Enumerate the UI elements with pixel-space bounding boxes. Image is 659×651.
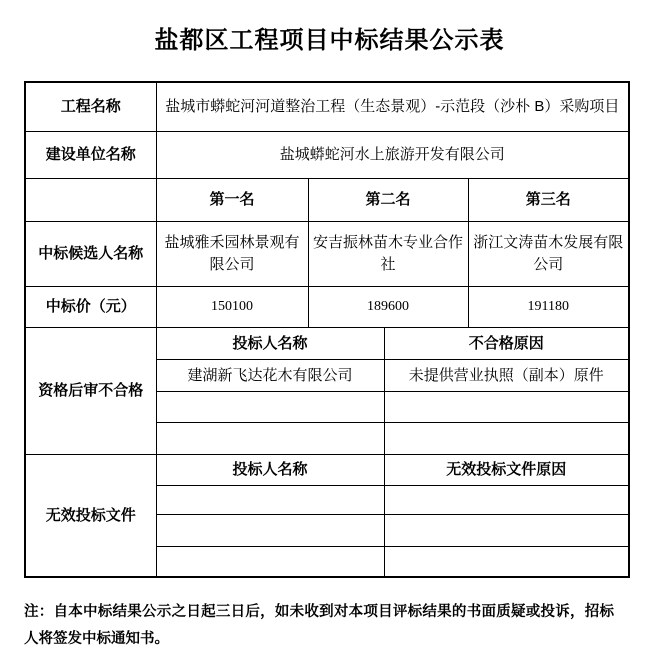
project-name-value: 盐城市蟒蛇河河道整治工程（生态景观）-示范段（沙朴 B）采购项目 [156,82,629,131]
rank-header-row [25,178,629,221]
unqualified-reason-cell [384,391,629,422]
rank-header-spacer [25,178,156,221]
candidates-row [25,221,629,286]
project-name-label: 工程名称 [25,82,156,131]
note-text: 注：自本中标结果公示之日起三日后，如未收到对本项目评标结果的书面质疑或投诉，招标人将签发中标通知书。 [24,604,614,648]
unqualified-section-label: 资格后审不合格 [25,327,156,454]
rank-header-second: 第二名 [308,178,468,221]
unqualified-bidder-cell [156,391,384,422]
price-row [25,286,629,327]
invalid-section-label: 无效投标文件 [25,454,156,577]
unqualified-reason-cell [384,422,629,454]
page-title: 盐都区工程项目中标结果公示表 [154,27,505,54]
unqualified-reason-header: 不合格原因 [384,327,629,359]
price-label: 中标价（元） [25,286,156,327]
owner-label: 建设单位名称 [25,131,156,178]
invalid-header-row [25,454,629,485]
invalid-reason-cell [384,514,629,546]
bid-result-table [24,81,630,578]
invalid-bidder-cell [156,546,384,577]
candidate-third: 浙江文涛苗木发展有限公司 [468,221,629,286]
invalid-bidder-cell [156,485,384,514]
invalid-bidder-header: 投标人名称 [156,454,384,485]
price-third: 191180 [468,286,629,327]
unqualified-bidder-header: 投标人名称 [156,327,384,359]
unqualified-reason-cell: 未提供营业执照（副本）原件 [384,359,629,391]
project-name-row [25,82,629,131]
unqualified-bidder-cell [156,422,384,454]
candidate-second: 安吉振林苗木专业合作社 [308,221,468,286]
candidate-first: 盐城雅禾园林景观有限公司 [156,221,308,286]
owner-row [25,131,629,178]
candidates-label: 中标候选人名称 [25,221,156,286]
price-second: 189600 [308,286,468,327]
rank-header-first: 第一名 [156,178,308,221]
price-first: 150100 [156,286,308,327]
invalid-reason-header: 无效投标文件原因 [384,454,629,485]
unqualified-bidder-cell: 建湖新飞达花木有限公司 [156,359,384,391]
invalid-bidder-cell [156,514,384,546]
owner-value: 盐城蟒蛇河水上旅游开发有限公司 [156,131,629,178]
rank-header-third: 第三名 [468,178,629,221]
invalid-reason-cell [384,546,629,577]
unqualified-header-row [25,327,629,359]
invalid-reason-cell [384,485,629,514]
